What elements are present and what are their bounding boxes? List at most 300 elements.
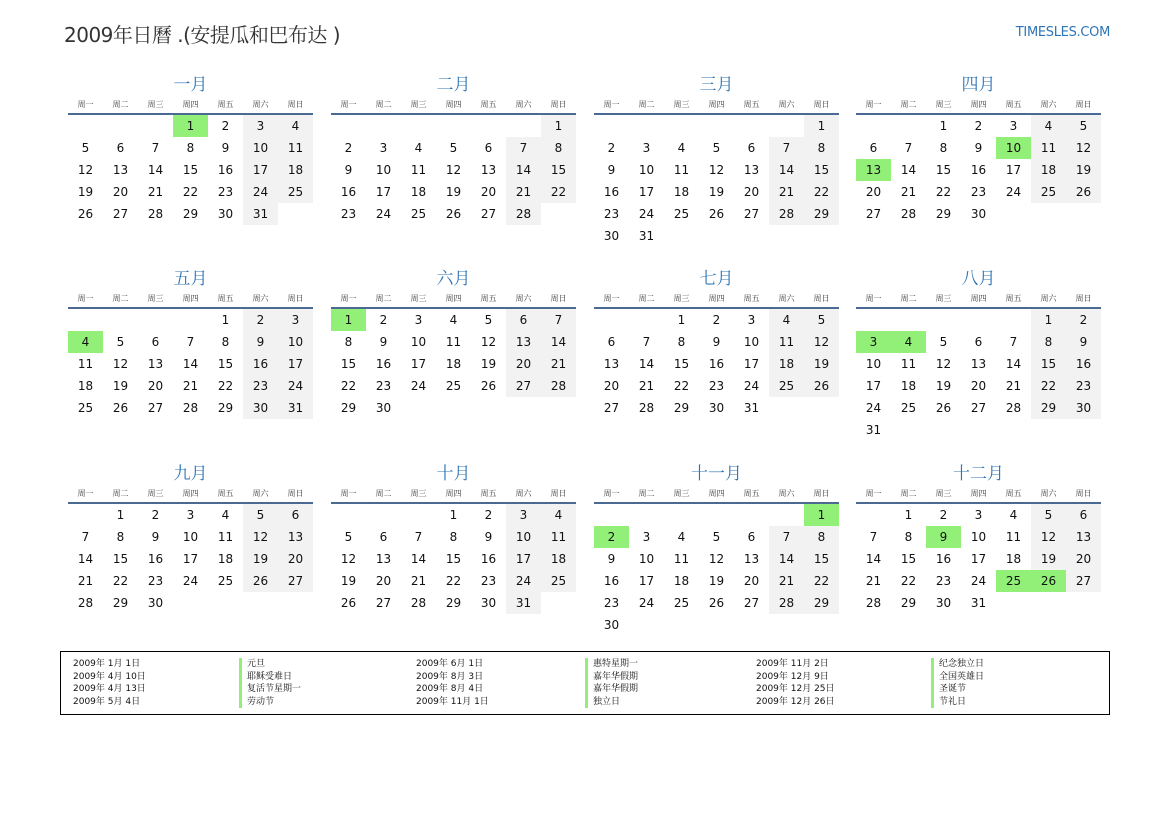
day-cell[interactable]: 22	[340, 379, 357, 393]
day-cell[interactable]: 1	[173, 115, 208, 137]
day-cell[interactable]: 5	[484, 313, 493, 327]
day-cell[interactable]: 7	[642, 335, 651, 349]
day-cell[interactable]: 17	[506, 548, 541, 570]
day-cell[interactable]: 25	[900, 401, 917, 415]
day-cell[interactable]: 20	[865, 185, 882, 199]
day-cell[interactable]: 29	[217, 401, 234, 415]
day-cell[interactable]: 19	[112, 379, 129, 393]
day-cell[interactable]: 28	[900, 207, 917, 221]
day-cell[interactable]: 3	[856, 331, 891, 353]
day-cell[interactable]: 18	[769, 353, 804, 375]
day-cell[interactable]: 2	[974, 119, 983, 133]
day-cell[interactable]: 31	[638, 229, 655, 243]
day-cell[interactable]: 12	[243, 526, 278, 548]
day-cell[interactable]: 11	[769, 331, 804, 353]
day-cell[interactable]: 1	[677, 313, 686, 327]
day-cell[interactable]: 29	[804, 592, 839, 614]
day-cell[interactable]: 1	[541, 115, 576, 137]
day-cell[interactable]: 23	[970, 185, 987, 199]
day-cell[interactable]: 23	[217, 185, 234, 199]
day-cell[interactable]: 9	[607, 163, 616, 177]
day-cell[interactable]: 31	[970, 596, 987, 610]
day-cell[interactable]: 17	[243, 159, 278, 181]
day-cell[interactable]: 8	[677, 335, 686, 349]
day-cell[interactable]: 9	[974, 141, 983, 155]
day-cell[interactable]: 28	[147, 207, 164, 221]
day-cell[interactable]: 8	[116, 530, 125, 544]
day-cell[interactable]: 26	[112, 401, 129, 415]
day-cell[interactable]: 12	[445, 163, 462, 177]
day-cell[interactable]: 10	[506, 526, 541, 548]
day-cell[interactable]: 10	[278, 331, 313, 353]
day-cell[interactable]: 22	[445, 574, 462, 588]
day-cell[interactable]: 5	[1066, 115, 1101, 137]
day-cell[interactable]: 28	[506, 203, 541, 225]
day-cell[interactable]: 30	[243, 397, 278, 419]
day-cell[interactable]: 23	[243, 375, 278, 397]
day-cell[interactable]: 17	[278, 353, 313, 375]
day-cell[interactable]: 24	[410, 379, 427, 393]
day-cell[interactable]: 2	[221, 119, 230, 133]
day-cell[interactable]: 17	[375, 185, 392, 199]
day-cell[interactable]: 4	[68, 331, 103, 353]
day-cell[interactable]: 8	[804, 526, 839, 548]
day-cell[interactable]: 26	[708, 207, 725, 221]
day-cell[interactable]: 20	[112, 185, 129, 199]
day-cell[interactable]: 16	[603, 574, 620, 588]
day-cell[interactable]: 15	[804, 548, 839, 570]
day-cell[interactable]: 1	[804, 504, 839, 526]
day-cell[interactable]: 3	[186, 508, 195, 522]
day-cell[interactable]: 24	[243, 181, 278, 203]
day-cell[interactable]: 25	[673, 207, 690, 221]
day-cell[interactable]: 9	[1066, 331, 1101, 353]
day-cell[interactable]: 22	[900, 574, 917, 588]
day-cell[interactable]: 11	[445, 335, 462, 349]
day-cell[interactable]: 16	[603, 185, 620, 199]
day-cell[interactable]: 9	[151, 530, 160, 544]
day-cell[interactable]: 30	[217, 207, 234, 221]
day-cell[interactable]: 8	[804, 137, 839, 159]
day-cell[interactable]: 2	[607, 141, 616, 155]
day-cell[interactable]: 6	[747, 530, 756, 544]
day-cell[interactable]: 28	[182, 401, 199, 415]
day-cell[interactable]: 30	[603, 618, 620, 632]
day-cell[interactable]: 7	[904, 141, 913, 155]
day-cell[interactable]: 1	[939, 119, 948, 133]
day-cell[interactable]: 12	[708, 163, 725, 177]
day-cell[interactable]: 18	[217, 552, 234, 566]
day-cell[interactable]: 23	[375, 379, 392, 393]
day-cell[interactable]: 25	[410, 207, 427, 221]
day-cell[interactable]: 8	[1031, 331, 1066, 353]
day-cell[interactable]: 8	[904, 530, 913, 544]
day-cell[interactable]: 13	[743, 163, 760, 177]
day-cell[interactable]: 25	[769, 375, 804, 397]
day-cell[interactable]: 4	[769, 309, 804, 331]
day-cell[interactable]: 23	[603, 207, 620, 221]
day-cell[interactable]: 12	[1031, 526, 1066, 548]
day-cell[interactable]: 10	[865, 357, 882, 371]
day-cell[interactable]: 15	[340, 357, 357, 371]
day-cell[interactable]: 7	[769, 137, 804, 159]
day-cell[interactable]: 13	[480, 163, 497, 177]
day-cell[interactable]: 16	[375, 357, 392, 371]
day-cell[interactable]: 29	[1031, 397, 1066, 419]
day-cell[interactable]: 1	[904, 508, 913, 522]
day-cell[interactable]: 8	[541, 137, 576, 159]
day-cell[interactable]: 7	[186, 335, 195, 349]
day-cell[interactable]: 8	[449, 530, 458, 544]
day-cell[interactable]: 21	[410, 574, 427, 588]
day-cell[interactable]: 4	[449, 313, 458, 327]
day-cell[interactable]: 20	[375, 574, 392, 588]
day-cell[interactable]: 24	[743, 379, 760, 393]
day-cell[interactable]: 6	[278, 504, 313, 526]
day-cell[interactable]: 16	[340, 185, 357, 199]
day-cell[interactable]: 20	[970, 379, 987, 393]
day-cell[interactable]: 11	[541, 526, 576, 548]
day-cell[interactable]: 15	[673, 357, 690, 371]
day-cell[interactable]: 19	[445, 185, 462, 199]
day-cell[interactable]: 22	[112, 574, 129, 588]
day-cell[interactable]: 11	[673, 552, 690, 566]
day-cell[interactable]: 17	[410, 357, 427, 371]
day-cell[interactable]: 21	[865, 574, 882, 588]
day-cell[interactable]: 27	[112, 207, 129, 221]
day-cell[interactable]: 19	[340, 574, 357, 588]
day-cell[interactable]: 18	[673, 185, 690, 199]
day-cell[interactable]: 20	[1066, 548, 1101, 570]
day-cell[interactable]: 7	[506, 137, 541, 159]
day-cell[interactable]: 6	[116, 141, 125, 155]
day-cell[interactable]: 25	[445, 379, 462, 393]
day-cell[interactable]: 22	[673, 379, 690, 393]
day-cell[interactable]: 9	[221, 141, 230, 155]
day-cell[interactable]: 2	[344, 141, 353, 155]
day-cell[interactable]: 25	[673, 596, 690, 610]
day-cell[interactable]: 26	[480, 379, 497, 393]
day-cell[interactable]: 6	[379, 530, 388, 544]
day-cell[interactable]: 21	[1005, 379, 1022, 393]
day-cell[interactable]: 5	[116, 335, 125, 349]
day-cell[interactable]: 28	[638, 401, 655, 415]
day-cell[interactable]: 10	[243, 137, 278, 159]
day-cell[interactable]: 3	[278, 309, 313, 331]
day-cell[interactable]: 2	[712, 313, 721, 327]
day-cell[interactable]: 8	[939, 141, 948, 155]
day-cell[interactable]: 26	[243, 570, 278, 592]
day-cell[interactable]: 16	[217, 163, 234, 177]
day-cell[interactable]: 19	[480, 357, 497, 371]
day-cell[interactable]: 3	[243, 115, 278, 137]
day-cell[interactable]: 17	[743, 357, 760, 371]
day-cell[interactable]: 14	[769, 548, 804, 570]
day-cell[interactable]: 6	[869, 141, 878, 155]
day-cell[interactable]: 24	[1005, 185, 1022, 199]
day-cell[interactable]: 29	[182, 207, 199, 221]
day-cell[interactable]: 11	[77, 357, 94, 371]
day-cell[interactable]: 15	[804, 159, 839, 181]
day-cell[interactable]: 14	[147, 163, 164, 177]
day-cell[interactable]: 28	[541, 375, 576, 397]
day-cell[interactable]: 21	[541, 353, 576, 375]
day-cell[interactable]: 1	[1031, 309, 1066, 331]
day-cell[interactable]: 13	[278, 526, 313, 548]
day-cell[interactable]: 23	[147, 574, 164, 588]
day-cell[interactable]: 10	[970, 530, 987, 544]
day-cell[interactable]: 6	[747, 141, 756, 155]
day-cell[interactable]: 30	[1066, 397, 1101, 419]
day-cell[interactable]: 24	[506, 570, 541, 592]
day-cell[interactable]: 27	[278, 570, 313, 592]
day-cell[interactable]: 10	[410, 335, 427, 349]
day-cell[interactable]: 20	[743, 574, 760, 588]
day-cell[interactable]: 4	[677, 530, 686, 544]
day-cell[interactable]: 11	[217, 530, 234, 544]
day-cell[interactable]: 16	[970, 163, 987, 177]
day-cell[interactable]: 27	[603, 401, 620, 415]
day-cell[interactable]: 12	[77, 163, 94, 177]
day-cell[interactable]: 4	[541, 504, 576, 526]
day-cell[interactable]: 20	[480, 185, 497, 199]
day-cell[interactable]: 24	[638, 596, 655, 610]
day-cell[interactable]: 17	[182, 552, 199, 566]
day-cell[interactable]: 29	[340, 401, 357, 415]
day-cell[interactable]: 10	[996, 137, 1031, 159]
day-cell[interactable]: 31	[243, 203, 278, 225]
day-cell[interactable]: 19	[1066, 159, 1101, 181]
day-cell[interactable]: 7	[414, 530, 423, 544]
day-cell[interactable]: 29	[804, 203, 839, 225]
day-cell[interactable]: 21	[147, 185, 164, 199]
day-cell[interactable]: 2	[484, 508, 493, 522]
day-cell[interactable]: 9	[484, 530, 493, 544]
day-cell[interactable]: 25	[541, 570, 576, 592]
day-cell[interactable]: 14	[182, 357, 199, 371]
day-cell[interactable]: 24	[375, 207, 392, 221]
day-cell[interactable]: 13	[375, 552, 392, 566]
day-cell[interactable]: 1	[116, 508, 125, 522]
day-cell[interactable]: 2	[594, 526, 629, 548]
day-cell[interactable]: 21	[769, 570, 804, 592]
day-cell[interactable]: 7	[81, 530, 90, 544]
day-cell[interactable]: 5	[344, 530, 353, 544]
day-cell[interactable]: 21	[638, 379, 655, 393]
day-cell[interactable]: 15	[112, 552, 129, 566]
day-cell[interactable]: 22	[804, 570, 839, 592]
day-cell[interactable]: 28	[769, 203, 804, 225]
brand-link[interactable]: TIMESLES.COM	[1015, 25, 1110, 40]
day-cell[interactable]: 18	[278, 159, 313, 181]
day-cell[interactable]: 1	[221, 313, 230, 327]
day-cell[interactable]: 9	[712, 335, 721, 349]
day-cell[interactable]: 28	[410, 596, 427, 610]
day-cell[interactable]: 3	[506, 504, 541, 526]
day-cell[interactable]: 15	[541, 159, 576, 181]
day-cell[interactable]: 24	[278, 375, 313, 397]
day-cell[interactable]: 21	[769, 181, 804, 203]
day-cell[interactable]: 12	[935, 357, 952, 371]
day-cell[interactable]: 20	[506, 353, 541, 375]
day-cell[interactable]: 12	[340, 552, 357, 566]
day-cell[interactable]: 6	[974, 335, 983, 349]
day-cell[interactable]: 14	[769, 159, 804, 181]
day-cell[interactable]: 30	[708, 401, 725, 415]
day-cell[interactable]: 3	[379, 141, 388, 155]
day-cell[interactable]: 5	[449, 141, 458, 155]
day-cell[interactable]: 4	[221, 508, 230, 522]
day-cell[interactable]: 11	[1031, 137, 1066, 159]
day-cell[interactable]: 2	[243, 309, 278, 331]
day-cell[interactable]: 31	[506, 592, 541, 614]
day-cell[interactable]: 11	[278, 137, 313, 159]
day-cell[interactable]: 9	[243, 331, 278, 353]
day-cell[interactable]: 21	[506, 181, 541, 203]
day-cell[interactable]: 5	[804, 309, 839, 331]
day-cell[interactable]: 27	[375, 596, 392, 610]
day-cell[interactable]: 6	[484, 141, 493, 155]
day-cell[interactable]: 12	[708, 552, 725, 566]
day-cell[interactable]: 30	[147, 596, 164, 610]
day-cell[interactable]: 15	[935, 163, 952, 177]
day-cell[interactable]: 4	[677, 141, 686, 155]
day-cell[interactable]: 3	[747, 313, 756, 327]
day-cell[interactable]: 13	[147, 357, 164, 371]
day-cell[interactable]: 15	[900, 552, 917, 566]
day-cell[interactable]: 16	[147, 552, 164, 566]
day-cell[interactable]: 14	[865, 552, 882, 566]
day-cell[interactable]: 30	[375, 401, 392, 415]
day-cell[interactable]: 6	[506, 309, 541, 331]
day-cell[interactable]: 10	[182, 530, 199, 544]
day-cell[interactable]: 26	[1031, 570, 1066, 592]
day-cell[interactable]: 6	[607, 335, 616, 349]
day-cell[interactable]: 25	[996, 570, 1031, 592]
day-cell[interactable]: 2	[379, 313, 388, 327]
day-cell[interactable]: 26	[708, 596, 725, 610]
day-cell[interactable]: 9	[607, 552, 616, 566]
day-cell[interactable]: 13	[856, 159, 891, 181]
day-cell[interactable]: 15	[182, 163, 199, 177]
day-cell[interactable]: 12	[804, 331, 839, 353]
day-cell[interactable]: 24	[638, 207, 655, 221]
day-cell[interactable]: 9	[344, 163, 353, 177]
day-cell[interactable]: 4	[414, 141, 423, 155]
day-cell[interactable]: 4	[278, 115, 313, 137]
day-cell[interactable]: 6	[151, 335, 160, 349]
day-cell[interactable]: 8	[221, 335, 230, 349]
day-cell[interactable]: 18	[673, 574, 690, 588]
day-cell[interactable]: 17	[638, 185, 655, 199]
day-cell[interactable]: 28	[1005, 401, 1022, 415]
day-cell[interactable]: 29	[673, 401, 690, 415]
day-cell[interactable]: 13	[112, 163, 129, 177]
day-cell[interactable]: 30	[935, 596, 952, 610]
day-cell[interactable]: 18	[77, 379, 94, 393]
day-cell[interactable]: 14	[506, 159, 541, 181]
day-cell[interactable]: 30	[603, 229, 620, 243]
day-cell[interactable]: 17	[638, 574, 655, 588]
day-cell[interactable]: 3	[414, 313, 423, 327]
day-cell[interactable]: 16	[1066, 353, 1101, 375]
day-cell[interactable]: 8	[186, 141, 195, 155]
day-cell[interactable]: 29	[900, 596, 917, 610]
day-cell[interactable]: 2	[939, 508, 948, 522]
day-cell[interactable]: 19	[77, 185, 94, 199]
day-cell[interactable]: 28	[769, 592, 804, 614]
day-cell[interactable]: 16	[935, 552, 952, 566]
day-cell[interactable]: 3	[642, 530, 651, 544]
day-cell[interactable]: 18	[445, 357, 462, 371]
day-cell[interactable]: 5	[243, 504, 278, 526]
day-cell[interactable]: 23	[480, 574, 497, 588]
day-cell[interactable]: 13	[506, 331, 541, 353]
day-cell[interactable]: 28	[865, 596, 882, 610]
day-cell[interactable]: 5	[712, 141, 721, 155]
day-cell[interactable]: 26	[935, 401, 952, 415]
day-cell[interactable]: 7	[769, 526, 804, 548]
day-cell[interactable]: 27	[743, 207, 760, 221]
day-cell[interactable]: 13	[603, 357, 620, 371]
day-cell[interactable]: 4	[1009, 508, 1018, 522]
day-cell[interactable]: 21	[77, 574, 94, 588]
day-cell[interactable]: 10	[638, 163, 655, 177]
day-cell[interactable]: 11	[673, 163, 690, 177]
day-cell[interactable]: 3	[1009, 119, 1018, 133]
day-cell[interactable]: 9	[379, 335, 388, 349]
day-cell[interactable]: 18	[410, 185, 427, 199]
day-cell[interactable]: 24	[970, 574, 987, 588]
day-cell[interactable]: 22	[804, 181, 839, 203]
day-cell[interactable]: 22	[182, 185, 199, 199]
day-cell[interactable]: 15	[445, 552, 462, 566]
day-cell[interactable]: 5	[939, 335, 948, 349]
day-cell[interactable]: 10	[743, 335, 760, 349]
day-cell[interactable]: 30	[480, 596, 497, 610]
day-cell[interactable]: 29	[935, 207, 952, 221]
day-cell[interactable]: 26	[1066, 181, 1101, 203]
day-cell[interactable]: 31	[743, 401, 760, 415]
day-cell[interactable]: 14	[77, 552, 94, 566]
day-cell[interactable]: 23	[603, 596, 620, 610]
day-cell[interactable]: 25	[1031, 181, 1066, 203]
day-cell[interactable]: 11	[410, 163, 427, 177]
day-cell[interactable]: 7	[151, 141, 160, 155]
day-cell[interactable]: 10	[375, 163, 392, 177]
day-cell[interactable]: 6	[1066, 504, 1101, 526]
day-cell[interactable]: 14	[410, 552, 427, 566]
day-cell[interactable]: 16	[708, 357, 725, 371]
day-cell[interactable]: 2	[1066, 309, 1101, 331]
day-cell[interactable]: 23	[935, 574, 952, 588]
day-cell[interactable]: 21	[900, 185, 917, 199]
day-cell[interactable]: 14	[638, 357, 655, 371]
day-cell[interactable]: 19	[243, 548, 278, 570]
day-cell[interactable]: 22	[541, 181, 576, 203]
day-cell[interactable]: 19	[935, 379, 952, 393]
day-cell[interactable]: 25	[77, 401, 94, 415]
day-cell[interactable]: 1	[331, 309, 366, 331]
day-cell[interactable]: 1	[449, 508, 458, 522]
day-cell[interactable]: 5	[712, 530, 721, 544]
day-cell[interactable]: 18	[541, 548, 576, 570]
day-cell[interactable]: 8	[344, 335, 353, 349]
day-cell[interactable]: 7	[1009, 335, 1018, 349]
day-cell[interactable]: 13	[1066, 526, 1101, 548]
day-cell[interactable]: 31	[865, 423, 882, 437]
day-cell[interactable]: 26	[804, 375, 839, 397]
